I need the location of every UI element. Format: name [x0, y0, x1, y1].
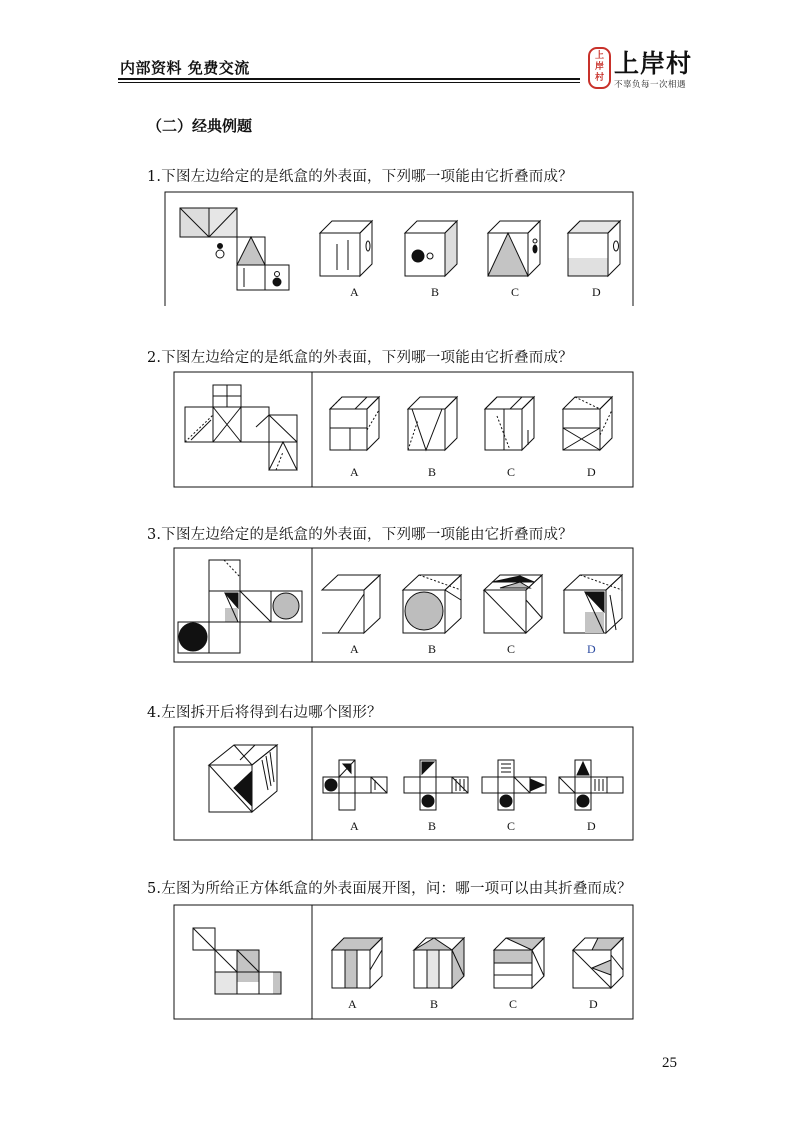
q4-option-b [404, 760, 468, 810]
q5-label-d: D [589, 997, 598, 1011]
q2-option-d [563, 397, 612, 450]
q3-label-c: C [507, 642, 516, 656]
q2-net [185, 385, 297, 470]
question-number: 3. [147, 527, 162, 543]
question-number: 4. [147, 705, 162, 721]
q5-option-d [573, 938, 623, 988]
q2-option-c [485, 397, 534, 450]
q3-option-d [564, 575, 622, 633]
page-number: 25 [662, 1055, 677, 1071]
q1-label-c: C [511, 285, 520, 299]
section-title: （二）经典例题 [147, 117, 253, 135]
q5-option-a [332, 938, 382, 988]
q2-label-a: A [350, 465, 359, 479]
q4-figure [174, 727, 633, 840]
q2-option-a [330, 397, 379, 450]
q5-label-c: C [509, 997, 518, 1011]
q3-net [178, 560, 302, 653]
q1-label-b: B [431, 285, 440, 299]
q1-option-c [488, 221, 540, 276]
q1-net [180, 208, 289, 290]
q3-option-c [484, 575, 542, 633]
q3-figure [174, 548, 633, 662]
question-text: 下图左边给定的是纸盒的外表面，下列哪一项能由它折叠而成？ [161, 169, 573, 185]
q1-figure [165, 192, 633, 306]
brand-slogan: 不辜负每一次相遇 [614, 80, 687, 90]
question-text: 左图为所给正方体纸盒的外表面展开图，问：哪一项可以由其折叠而成？ [161, 881, 632, 897]
q2-label-d: D [587, 465, 596, 479]
q5-option-b [414, 938, 464, 988]
seal-char-2: 岸 [594, 62, 604, 72]
question-number: 1. [147, 169, 162, 185]
q2-label-c: C [507, 465, 516, 479]
question-number: 5. [147, 881, 162, 897]
q4-label-d: D [587, 819, 596, 833]
seal-char-3: 村 [594, 73, 604, 83]
question-text: 下图左边给定的是纸盒的外表面，下列哪一项能由它折叠而成？ [161, 527, 573, 543]
q3-label-d: D [587, 642, 596, 656]
seal-char-1: 上 [594, 51, 604, 61]
q2-label-b: B [428, 465, 437, 479]
q5-net [193, 928, 281, 994]
q2-option-b [408, 397, 457, 450]
q1-label-a: A [350, 285, 359, 299]
q5-label-b: B [430, 997, 439, 1011]
q3-option-a [322, 575, 380, 633]
q4-cube [209, 745, 277, 812]
q2-figure [174, 372, 633, 487]
q4-option-a [323, 760, 387, 810]
q1-option-a [320, 221, 372, 276]
q4-option-c [482, 760, 546, 810]
question-text: 左图拆开后将得到右边哪个图形？ [161, 705, 382, 721]
q4-label-c: C [507, 819, 516, 833]
question-text: 下图左边给定的是纸盒的外表面，下列哪一项能由它折叠而成？ [161, 350, 573, 366]
q5-label-a: A [348, 997, 357, 1011]
q2-frame [174, 372, 633, 487]
q4-label-a: A [350, 819, 359, 833]
q3-label-a: A [350, 642, 359, 656]
q5-figure [174, 905, 633, 1019]
q1-label-d: D [592, 285, 601, 299]
q5-option-c [494, 938, 544, 988]
q4-option-d [559, 760, 623, 810]
header-title: 内部资料 免费交流 [120, 59, 250, 77]
brand-name: 上岸村 [614, 49, 693, 78]
question-number: 2. [147, 350, 162, 366]
q3-label-b: B [428, 642, 437, 656]
q1-option-d [568, 221, 620, 276]
q4-label-b: B [428, 819, 437, 833]
q3-option-b [403, 575, 461, 633]
q1-option-b [405, 221, 457, 276]
